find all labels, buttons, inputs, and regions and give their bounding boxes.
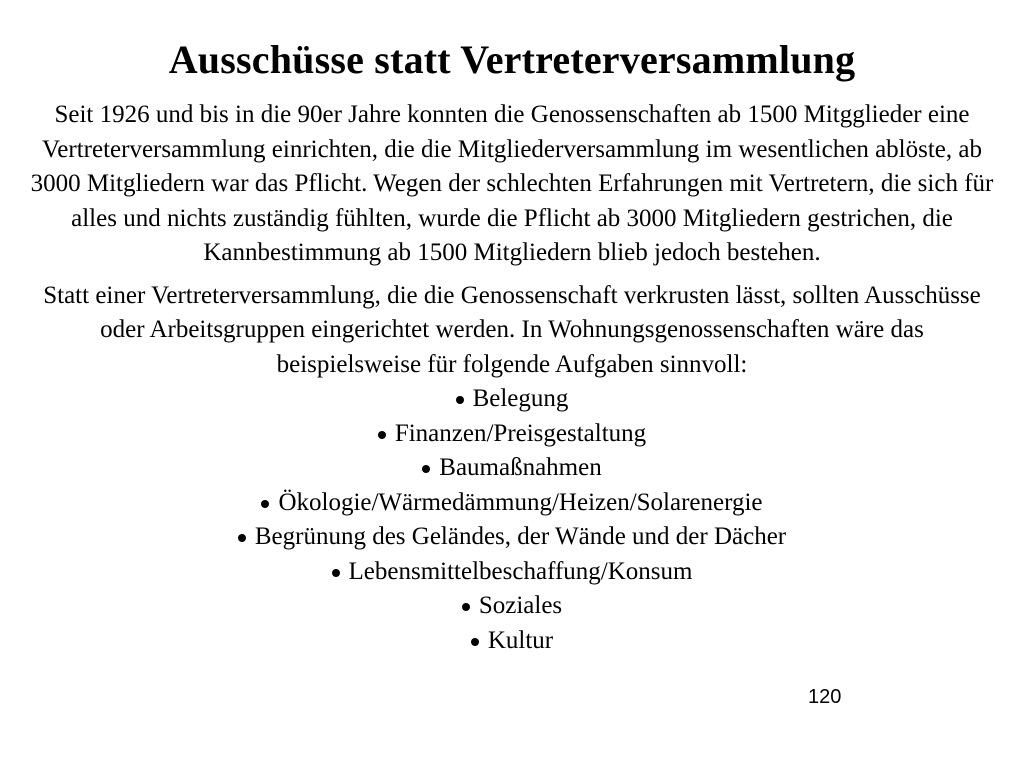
bullet-text: Finanzen/Preisgestaltung — [394, 419, 647, 447]
bullet-item — [28, 624, 996, 659]
bullet-item — [28, 555, 996, 590]
bullet-item — [28, 589, 996, 624]
page-number: 120 — [808, 686, 842, 708]
bullet-dot-icon — [261, 500, 269, 508]
bullet-text: Kultur — [487, 626, 554, 654]
paragraph-ausschuesse-proposal: Statt einer Vertreterversammlung, die die Genossenschaft verkrusten lässt, sollten Ausschüsse oder Arbeitsgruppen eingerichtet werden. In Wohnungsgenossenschaften wäre das beispielsweise für folgende Aufgaben sinnvoll: — [43, 281, 981, 378]
bullet-item — [28, 486, 996, 521]
bullet-item — [28, 382, 996, 417]
bullet-dot-icon — [422, 465, 430, 473]
slide-body — [28, 98, 996, 658]
bullet-dot-icon — [378, 431, 386, 439]
bullet-item — [28, 520, 996, 555]
paragraph-vertreterversammlung-history: Seit 1926 und bis in die 90er Jahre konnten die Genossenschaften ab 1500 Mitgglieder eine Vertreterversammlung einrichten, die die Mitgliederversammlung im wesentlichen ablöste, ab 3000 Mitgliedern war das Pflicht. Wegen der schlechten Erfahrungen mit Vertretern, die sich für alles und nichts zuständig fühlten, wurde die Pflicht ab 3000 Mitgliedern gestrichen, die Kannbestimmung ab 1500 Mitgliedern blieb jedoch bestehen. — [30, 101, 994, 266]
bullet-dot-icon — [332, 569, 340, 577]
bullet-text: Soziales — [478, 592, 563, 619]
bullet-text: Belegung — [472, 385, 569, 412]
bullet-text: Lebensmittelbeschaffung/Konsum — [348, 557, 693, 585]
bullet-text: Ökologie/Wärmedämmung/Heizen/Solarenergie — [278, 488, 763, 516]
task-bullet-list — [28, 382, 996, 658]
bullet-dot-icon — [238, 534, 246, 542]
bullet-dot-icon — [456, 396, 464, 404]
bullet-dot-icon — [471, 638, 479, 646]
bullet-dot-icon — [462, 603, 470, 611]
bullet-item — [28, 451, 996, 486]
bullet-item — [28, 417, 996, 452]
bullet-text: Begrünung des Geländes, der Wände und der Dächer — [254, 523, 787, 550]
slide-title: Ausschüsse statt Vertreterversammlung — [168, 37, 856, 82]
bullet-text: Baumaßnahmen — [439, 454, 602, 481]
